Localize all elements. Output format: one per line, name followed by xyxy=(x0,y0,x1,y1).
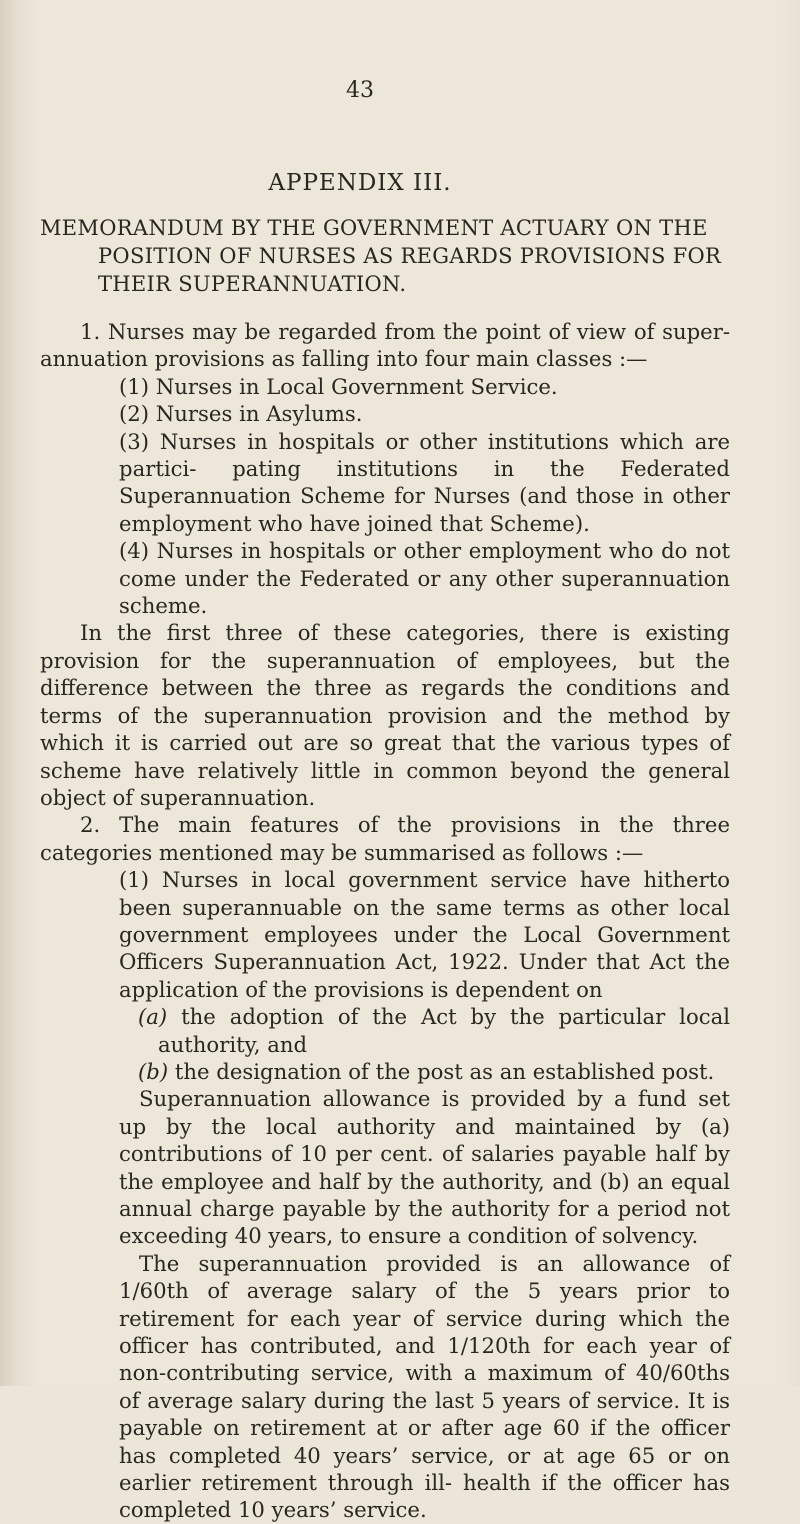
paragraph-1b: In the first three of these categories, there is existing provision for the superannuation of employees, but the difference between the three as regards the conditions and terms of the superannuation provision and the method by which it is carried out are so great that the various types of scheme have relatively little in common beyond the general object of superannuation. xyxy=(40,620,730,810)
paragraph-2: 2. The main features of the provisions in the three categories mentioned may be summarised as follows :— xyxy=(40,812,730,865)
sub-item-a-label: (a) xyxy=(138,1004,168,1030)
sub-item-a-text: the adoption of the Act by the particular local authority, and xyxy=(158,1004,730,1057)
appendix-title: APPENDIX III. xyxy=(268,170,452,196)
class-4: (4) Nurses in hospitals or other employment who do not come under the Federated or any other superannuation scheme. xyxy=(119,538,730,619)
sub-item-b-label: (b) xyxy=(138,1058,169,1084)
page-number: 43 xyxy=(346,78,374,103)
class-3-text: (3) Nurses in hospitals or other institutions which are partici- pating institutions in the Federated Superannuation Scheme for Nurses (and those in other employment who have joined that Scheme). xyxy=(119,428,730,536)
paragraph-2-1: (1) Nurses in local government service have hitherto been superannuable on the same terms as other local government employees under the Local Government Officers Superannuation Act, 1922. Under that Act the application of the provisions is dependent on xyxy=(119,867,730,1002)
memorandum-title-line-2: POSITION OF NURSES AS REGARDS PROVISIONS FOR xyxy=(98,244,722,268)
memorandum-title-line-3: THEIR SUPERANNUATION. xyxy=(98,272,407,296)
memorandum-body xyxy=(40,318,730,1524)
class-2: (2) Nurses in Asylums. xyxy=(119,401,363,427)
sub-item-b xyxy=(40,1058,730,1085)
allowance-paragraph-1: Superannuation allowance is provided by a fund set up by the local authority and maintained by (a) contributions of 10 per cent. of salaries payable half by the employee and half by the authority, and (b) an equal annual charge payable by the authority for a period not exceeding 40 years, to ensure a condition of solvency. xyxy=(119,1086,730,1249)
class-3 xyxy=(40,428,730,538)
allowance-paragraph-2: The superannuation provided is an allowance of 1/60th of average salary of the 5 years prior to retirement for each year of service during which the officer has contributed, and 1/120th for each year of non-contributing service, with a maximum of 40/60ths of average salary during the last 5 years of service. It is payable on retirement at or after age 60 if the officer has completed 40 years’ service, or at age 65 or on earlier retirement through ill- health if the officer has completed 10 years’ service. xyxy=(119,1250,730,1523)
memorandum-title xyxy=(40,214,730,298)
paragraph-1: 1. Nurses may be regarded from the point of view of super- annuation provisions as falling into four main classes :— xyxy=(40,319,730,372)
sub-item-a xyxy=(40,1003,730,1058)
sub-item-b-text: the designation of the post as an established post. xyxy=(168,1058,715,1084)
memorandum-title-line-1: MEMORANDUM BY THE GOVERNMENT ACTUARY ON THE xyxy=(40,216,708,240)
class-1: (1) Nurses in Local Government Service. xyxy=(119,373,558,399)
